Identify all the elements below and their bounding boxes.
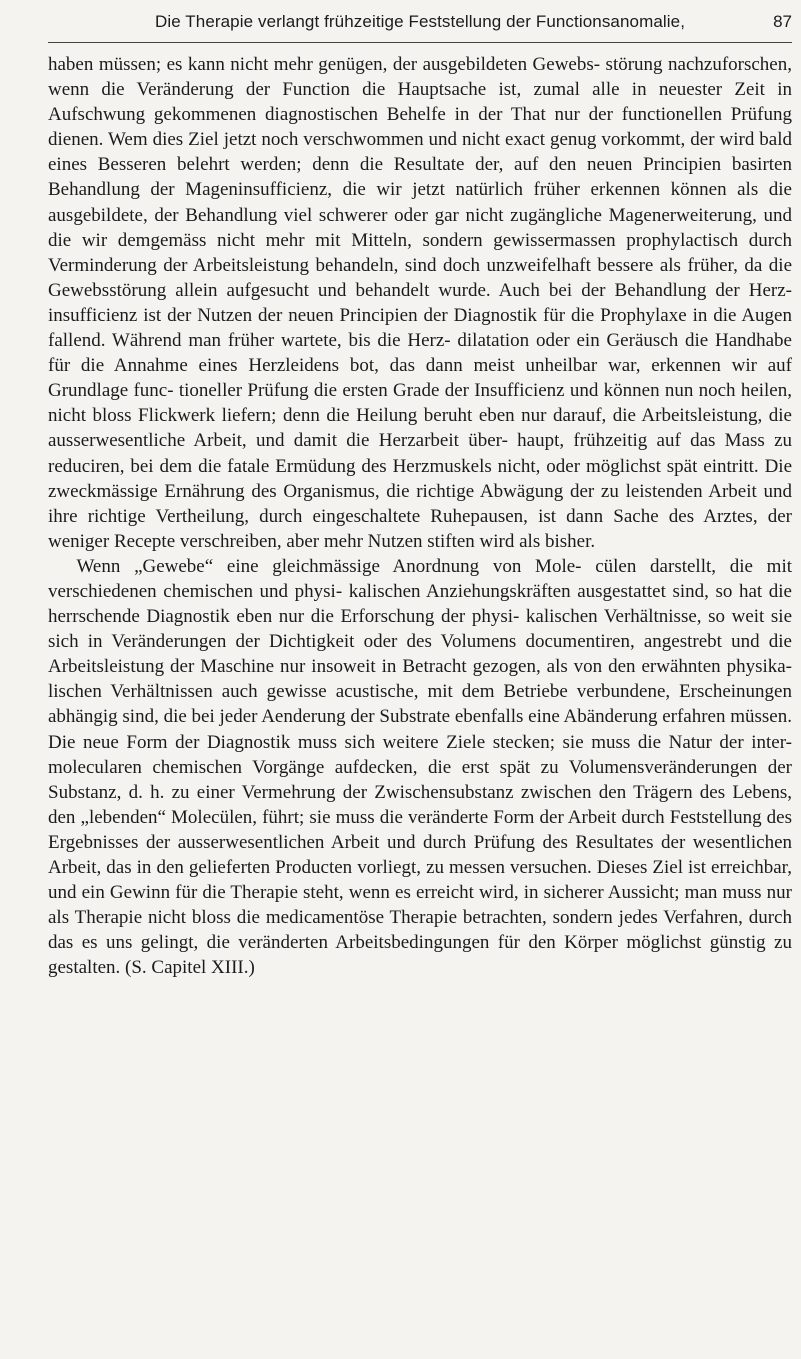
paragraph-2: Wenn „Gewebe“ eine gleichmässige Anordnung von Mole- cülen darstellt, die mit verschiedenen chemischen und physi- kalischen Anziehungskräften ausgestattet sind, so hat die herrschende Diagnostik eben nur die Erforschung der physi- kalischen Verhältnisse, so weit sie sich in Veränderungen der Dichtigkeit oder des Volumens documentiren, angestrebt und die Arbeitsleistung der Maschine nur insoweit in Betracht gezogen, als von den erwähnten physika- lischen Verhältnissen auch gewisse acustische, mit dem Betriebe verbundene, Erscheinungen abhängig sind, die bei jeder Aenderung der Substrate ebenfalls eine Abänderung erfahren müssen. Die neue Form der Diagnostik muss sich weitere Ziele stecken; sie muss die Natur der inter- molecularen chemischen Vorgänge aufdecken, die erst spät zu Volumensveränderungen der Substanz, d. h. zu einer Vermehrung der Zwischensubstanz zwischen den Trägern des Lebens, den „lebenden“ Molecülen, führt; sie muss die veränderte Form der Arbeit durch Feststellung des Ergebnisses der ausserwesentlichen Arbeit und durch Prüfung des Resultates der wesentlichen Arbeit, das in den gelieferten Producten vorliegt, zu messen versuchen. Dieses Ziel ist erreichbar, und ein Gewinn für die Therapie steht, wenn es erreicht wird, in sicherer Aussicht; man muss nur als Therapie nicht bloss die medicamentöse Therapie betrachten, sondern jedes Verfahren, durch das es uns gelingt, die veränderten Arbeitsbedingungen für den Körper möglichst günstig zu gestalten. (S. Capitel XIII.) [48, 555, 792, 979]
paragraph-1: haben müssen; es kann nicht mehr genügen, der ausgebildeten Gewebs- störung nachzuforschen, wenn die Veränderung der Function die Hauptsache ist, zumal alle in neuester Zeit in Aufschwung gekommenen diagnostischen Behelfe in der That nur der functionellen Prüfung dienen. Wem dies Ziel jetzt noch verschwommen und nicht exact genug vorkommt, der wird bald eines Besseren belehrt werden; denn die Resultate der, auf den neuen Principien basirten Behandlung der Mageninsufficienz, die wir jetzt natürlich früher erkennen können als die ausgebildete, der Behandlung viel schwerer oder gar nicht zugängliche Magenerweiterung, und die wir demgemäss nicht mehr mit Mitteln, sondern gewissermassen prophylactisch durch Verminderung der Arbeitsleistung behandeln, sind doch unzweifelhaft bessere als früher, da die Gewebsstörung allein aufgesucht und behandelt wurde. Auch bei der Behandlung der Herz- insufficienz ist der Nutzen der neuen Principien der Diagnostik für die Prophylaxe in die Augen fallend. Während man früher wartete, bis die Herz- dilatation oder ein Geräusch die Handhabe für die Annahme eines Herzleidens bot, das dann meist unheilbar war, erkennen wir auf Grundlage func- tioneller Prüfung die ersten Grade der Insufficienz und können nun noch heilen, nicht bloss Flickwerk liefern; denn die Heilung beruht eben nur darauf, die Arbeitsleistung, die ausserwesentliche Arbeit, und damit die Herzarbeit über- haupt, frühzeitig auf das Mass zu reduciren, bei dem die fatale Ermüdung des Herzmuskels nicht, oder möglichst spät eintritt. Die zweckmässige Ernährung des Organismus, die richtige Abwägung der zu leistenden Arbeit und ihre richtige Vertheilung, durch eingeschaltete Ruhepausen, ist dann Sache des Arztes, der weniger Recepte verschreiben, aber mehr Nutzen stiften wird als bisher. [48, 54, 792, 552]
page-number: 87 [773, 12, 792, 31]
running-title: Die Therapie verlangt frühzeitige Feststellung der Functionsanomalie, [154, 12, 686, 31]
running-head [48, 12, 792, 43]
body-text [48, 52, 792, 980]
